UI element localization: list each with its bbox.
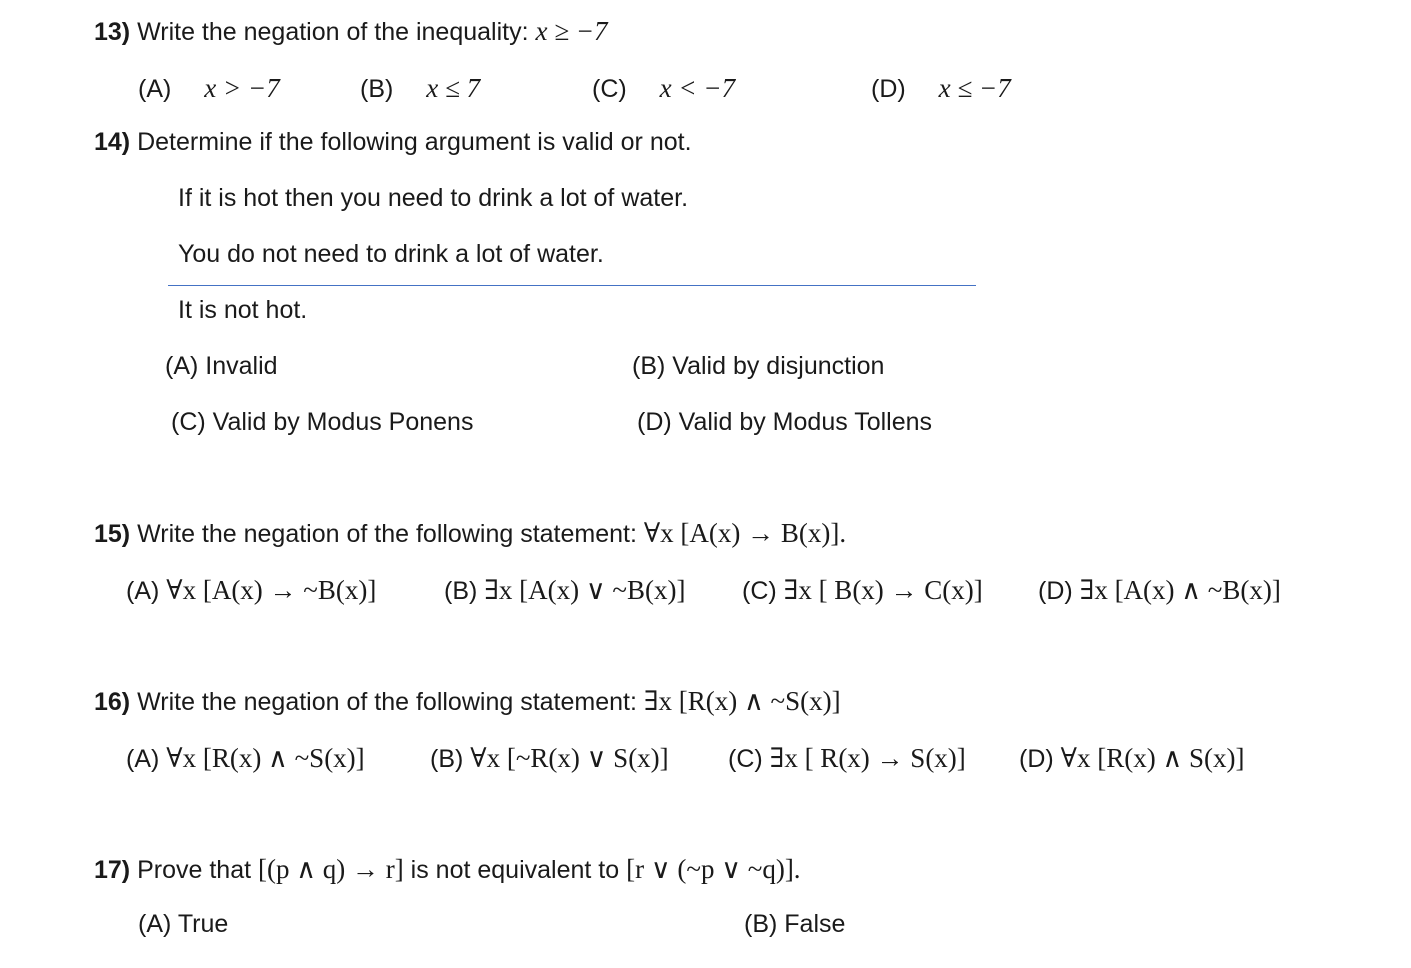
option-a xyxy=(126,745,365,772)
option-c: (C) Valid by Modus Ponens xyxy=(171,408,474,436)
question-expression: x ≥ −7 xyxy=(535,16,608,46)
option-label: (A) xyxy=(126,745,160,773)
option-expression: ∀x [R(x) ∧ S(x)] xyxy=(1060,743,1245,773)
option-expression: x ≤ 7 xyxy=(426,73,481,103)
option-label: (A) xyxy=(138,75,172,103)
option-label: (A) xyxy=(126,577,160,605)
option-expression: ∃x [A(x) ∧ ~B(x)] xyxy=(1079,575,1281,605)
option-label: (B) xyxy=(444,577,478,605)
option-d xyxy=(871,75,1011,102)
option-expression: ∀x [R(x) ∧ ~S(x)] xyxy=(166,743,365,773)
premise-1: If it is hot then you need to drink a lot of water. xyxy=(178,184,689,212)
argument-divider xyxy=(168,285,976,286)
question-text: Write the negation of the following statement: xyxy=(137,688,637,716)
option-a xyxy=(138,75,280,102)
question-number: 14) xyxy=(94,128,131,156)
option-c xyxy=(742,577,983,604)
option-label: (B) xyxy=(430,745,464,773)
option-c xyxy=(592,75,735,102)
option-expression: ∀x [~R(x) ∨ S(x)] xyxy=(470,743,669,773)
option-a xyxy=(126,577,376,604)
option-expression: ∀x [A(x) → ~B(x)] xyxy=(166,575,377,605)
conclusion: It is not hot. xyxy=(178,296,308,324)
question-expression: [(p ∧ q) → r] xyxy=(258,854,404,884)
option-expression: x ≤ −7 xyxy=(938,73,1011,103)
question-expression: ∃x [R(x) ∧ ~S(x)] xyxy=(643,686,841,716)
premise-2: You do not need to drink a lot of water. xyxy=(178,240,604,268)
question-text: Prove that xyxy=(137,856,252,884)
option-a: (A) Invalid xyxy=(165,352,278,380)
option-label: (D) xyxy=(871,75,906,103)
question-15 xyxy=(94,520,846,547)
question-16 xyxy=(94,688,841,715)
option-b: (B) Valid by disjunction xyxy=(632,352,885,380)
option-b: (B) False xyxy=(744,910,846,938)
question-number: 17) xyxy=(94,856,131,884)
option-c xyxy=(728,745,966,772)
question-expression: ∀x [A(x) → B(x)]. xyxy=(643,518,847,548)
option-expression: ∃x [A(x) ∨ ~B(x)] xyxy=(484,575,686,605)
question-text: Write the negation of the following statement: xyxy=(137,520,637,548)
option-d xyxy=(1019,745,1244,772)
question-text: Determine if the following argument is valid or not. xyxy=(137,128,692,156)
question-number: 15) xyxy=(94,520,131,548)
option-label: (C) xyxy=(592,75,627,103)
option-b xyxy=(360,75,480,102)
question-number: 13) xyxy=(94,18,131,46)
option-label: (D) xyxy=(1019,745,1054,773)
question-13 xyxy=(94,18,608,45)
option-label: (C) xyxy=(728,745,763,773)
question-17 xyxy=(94,856,801,883)
question-14 xyxy=(94,130,692,155)
question-number: 16) xyxy=(94,688,131,716)
question-text: is not equivalent to xyxy=(410,856,620,884)
question-expression: [r ∨ (~p ∨ ~q)]. xyxy=(626,854,801,884)
option-label: (B) xyxy=(360,75,394,103)
option-expression: x < −7 xyxy=(659,73,736,103)
question-text: Write the negation of the inequality: xyxy=(137,18,529,46)
option-b xyxy=(444,577,686,604)
option-label: (C) xyxy=(742,577,777,605)
option-d xyxy=(1038,577,1281,604)
option-expression: ∃x [ R(x) → S(x)] xyxy=(769,743,966,773)
option-expression: ∃x [ B(x) → C(x)] xyxy=(783,575,983,605)
option-label: (D) xyxy=(1038,577,1073,605)
option-expression: x > −7 xyxy=(204,73,280,103)
option-d: (D) Valid by Modus Tollens xyxy=(637,408,933,436)
option-b xyxy=(430,745,669,772)
option-a: (A) True xyxy=(138,910,229,938)
